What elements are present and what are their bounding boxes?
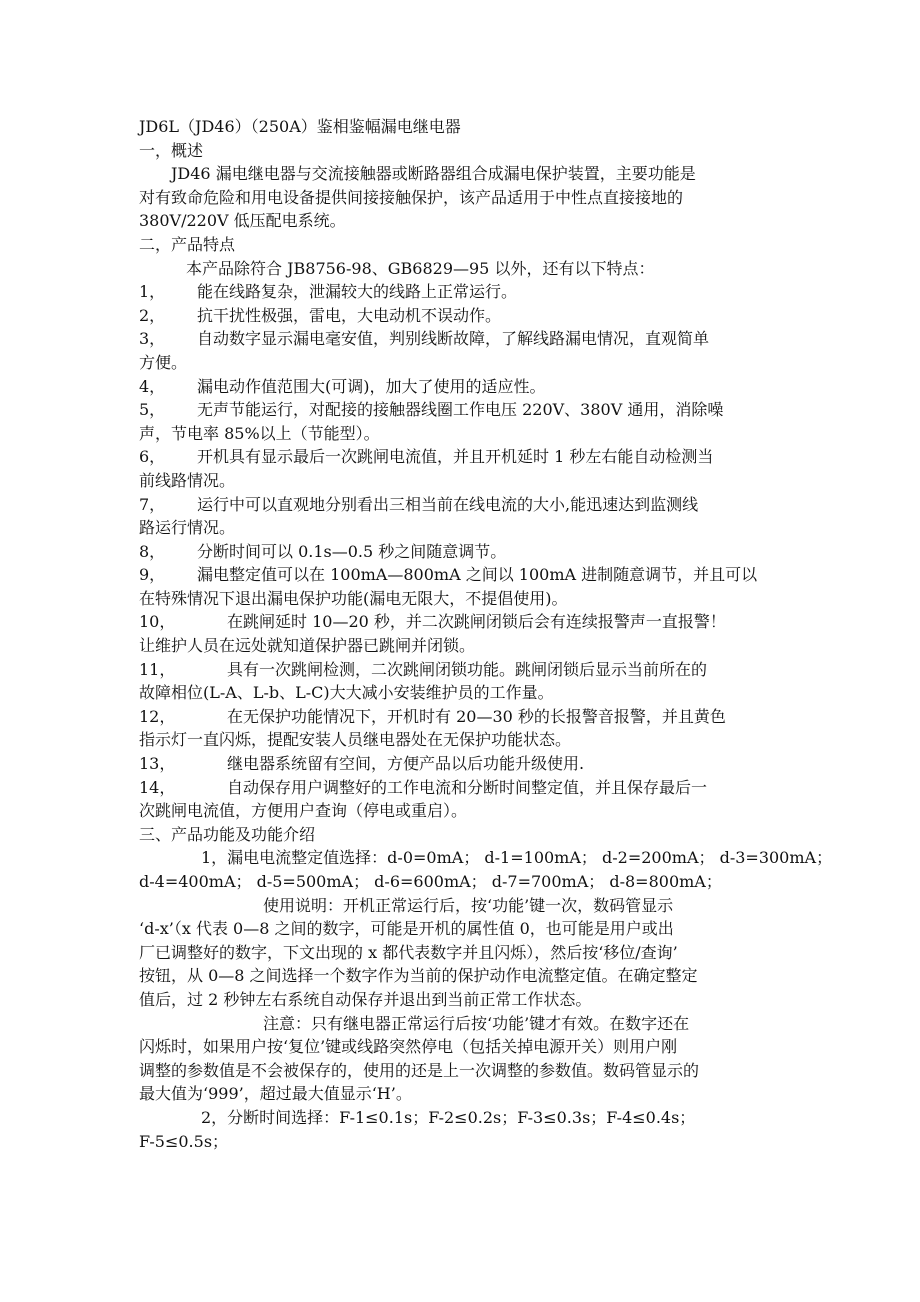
overview-line: 对有致命危险和用电设备提供间接接触保护，该产品适用于中性点直接接地的 — [139, 187, 684, 207]
feature-text: 自动保存用户调整好的工作电流和分断时间整定值，并且保存最后一 — [227, 777, 708, 797]
feature-text: 能在线路复杂，泄漏较大的线路上正常运行。 — [197, 282, 518, 302]
feature-item — [139, 398, 799, 422]
note-line: 最大值为‘999’，超过最大值显示‘H’。 — [139, 1084, 412, 1104]
feature-text: 自动数字显示漏电毫安值，判别线断故障，了解线路漏电情况，直观简单 — [197, 329, 710, 349]
feature-text: 在跳闸延时 10—20 秒，并二次跳闸闭锁后会有连续报警声一直报警！ — [227, 612, 726, 632]
feature-text: 抗干扰性极强，雷电，大电动机不误动作。 — [197, 305, 502, 325]
note-line: 闪烁时，如果用户按‘复位’键或线路突然停电（包括关掉电源开关）则用户刚 — [139, 1037, 678, 1057]
feature-text-cont: 前线路情况。 — [139, 470, 236, 490]
feature-text: 在无保护功能情况下，开机时有 20—30 秒的长报警音报警，并且黄色 — [227, 706, 726, 726]
feature-number: 12， — [139, 706, 176, 726]
feature-item — [139, 445, 799, 469]
feature-number: 9， — [139, 565, 166, 585]
section-heading-features: 二，产品特点 — [139, 234, 236, 254]
feature-item — [139, 327, 799, 351]
feature-text-cont: 在特殊情况下退出漏电保护功能(漏电无限大，不提倡使用)。 — [139, 588, 568, 608]
feature-text-cont: 指示灯一直闪烁，提配安装人员继电器处在无保护功能状态。 — [139, 730, 572, 750]
feature-number: 2， — [139, 305, 166, 325]
feature-text-cont: 次跳闸电流值，方便用户查询（停电或重启）。 — [139, 801, 468, 821]
feature-number: 3， — [139, 329, 166, 349]
feature-number: 13， — [139, 754, 176, 774]
function-1-line: 1，漏电电流整定值选择：d-0=0mA； d-1=100mA； d-2=200mA； d-3=300mA； — [201, 848, 833, 868]
usage-line: 按钮，从 0—8 之间选择一个数字作为当前的保护动作电流整定值。在确定整定 — [139, 966, 698, 986]
usage-line: 使用说明：开机正常运行后，按‘功能’键一次，数码管显示 — [263, 895, 674, 915]
feature-text: 分断时间可以 0.1s—0.5 秒之间随意调节。 — [197, 541, 507, 561]
feature-text: 继电器系统留有空间，方便产品以后功能升级使用. — [227, 754, 585, 774]
feature-number: 10， — [139, 612, 176, 632]
section-heading-functions: 三、产品功能及功能介绍 — [139, 824, 316, 844]
document-body — [139, 115, 833, 1153]
function-2-line: F-5≤0.5s； — [139, 1131, 229, 1151]
feature-number: 8， — [139, 541, 166, 561]
feature-text: 运行中可以直观地分别看出三相当前在线电流的大小,能迅速达到监测线 — [197, 494, 699, 514]
feature-number: 5， — [139, 400, 166, 420]
section-heading-overview: 一，概述 — [139, 140, 204, 160]
note-line: 注意：只有继电器正常运行后按‘功能’键才有效。在数字还在 — [263, 1013, 690, 1033]
feature-item — [139, 658, 799, 682]
feature-number: 11， — [139, 659, 176, 679]
feature-item — [139, 280, 799, 304]
feature-item — [139, 304, 799, 328]
feature-text-cont: 故障相位(L-A、L-b、L-C)大大减小安装维护员的工作量。 — [139, 683, 554, 703]
feature-text: 具有一次跳闸检测，二次跳闸闭锁功能。跳闸闭锁后显示当前所在的 — [227, 659, 708, 679]
usage-line: ‘d-x’（x 代表 0—8 之间的数字，可能是开机的属性值 0，也可能是用户或出 — [139, 919, 674, 939]
feature-text: 漏电整定值可以在 100mA—800mA 之间以 100mA 进制随意调节，并且可以 — [197, 565, 758, 585]
usage-line: 厂已调整好的数字，下文出现的 x 都代表数字并且闪烁），然后按‘移位/查询’ — [139, 942, 678, 962]
feature-item — [139, 752, 799, 776]
document-title: JD6L（JD46）（250A）鉴相鉴幅漏电继电器 — [139, 117, 461, 136]
function-2-line: 2，分断时间选择：F-1≤0.1s；F-2≤0.2s；F-3≤0.3s；F-4≤0.4s； — [201, 1107, 696, 1127]
feature-text: 无声节能运行，对配接的接触器线圈工作电压 220V、380V 通用，消除噪 — [197, 400, 724, 420]
feature-text-cont: 路运行情况。 — [139, 518, 236, 538]
feature-item — [139, 776, 799, 800]
features-intro: 本产品除符合 JB8756-98、GB6829—95 以外，还有以下特点： — [186, 258, 655, 278]
feature-number: 1， — [139, 282, 166, 302]
note-line: 调整的参数值是不会被保存的，使用的还是上一次调整的参数值。数码管显示的 — [139, 1060, 700, 1080]
feature-number: 4， — [139, 376, 166, 396]
feature-item — [139, 610, 799, 634]
feature-item — [139, 563, 799, 587]
feature-item — [139, 705, 799, 729]
feature-number: 6， — [139, 447, 166, 467]
feature-text: 漏电动作值范围大(可调)，加大了使用的适应性。 — [197, 376, 546, 396]
overview-line: JD46 漏电继电器与交流接触器或断路器组合成漏电保护装置，主要功能是 — [171, 164, 696, 184]
feature-text-cont: 声，节电率 85%以上（节能型）。 — [139, 423, 380, 443]
feature-number: 14， — [139, 777, 176, 797]
feature-text: 开机具有显示最后一次跳闸电流值，并且开机延时 1 秒左右能自动检测当 — [197, 447, 714, 467]
feature-item — [139, 493, 799, 517]
usage-line: 值后，过 2 秒钟左右系统自动保存并退出到当前正常工作状态。 — [139, 989, 592, 1009]
feature-item — [139, 375, 799, 399]
function-1-line: d-4=400mA； d-5=500mA； d-6=600mA； d-7=700mA； d-8=800mA； — [139, 872, 722, 891]
feature-text-cont: 方便。 — [139, 352, 188, 372]
feature-number: 7， — [139, 494, 166, 514]
overview-line: 380V/220V 低压配电系统。 — [139, 211, 346, 231]
feature-item — [139, 540, 799, 564]
feature-text-cont: 让维护人员在远处就知道保护器已跳闸并闭锁。 — [139, 636, 476, 656]
